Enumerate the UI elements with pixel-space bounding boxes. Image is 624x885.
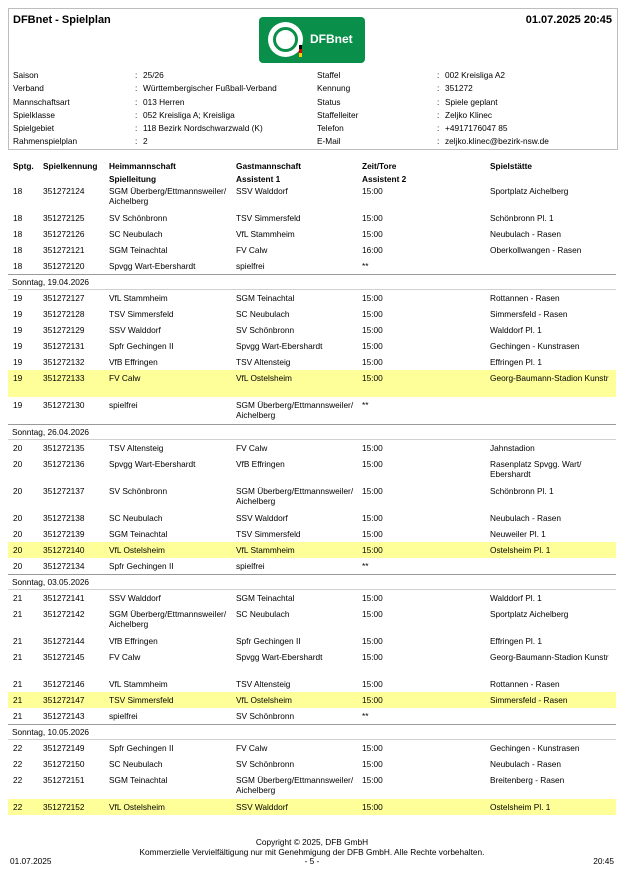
date-separator [8, 724, 616, 740]
meta-label: Saison [13, 70, 39, 80]
meta-label: Staffelleiter [317, 109, 359, 120]
date-separator [8, 274, 616, 290]
kennung-cell: 351272132 [43, 357, 85, 367]
venue-cell: Ostelsheim Pl. 1 [490, 802, 551, 812]
table-row [8, 440, 616, 456]
table-row [8, 799, 616, 815]
away-team-cell: SC Neubulach [236, 309, 290, 319]
kennung-cell: 351272138 [43, 513, 85, 523]
col-assistent2: Assistent 2 [362, 174, 407, 184]
home-team-cell: SGM Überberg/Ettmannsweiler/ Aichelberg [109, 609, 227, 629]
table-row [8, 456, 616, 483]
sptg-cell: 20 [13, 443, 23, 453]
home-team-cell: SGM Teinachtal [109, 529, 168, 539]
time-cell: ** [362, 261, 369, 271]
table-row [8, 210, 616, 226]
sptg-cell: 20 [13, 529, 23, 539]
time-cell: ** [362, 400, 369, 410]
meta-value: 2 [143, 136, 148, 147]
home-team-cell: TSV Altensteig [109, 443, 164, 453]
sptg-cell: 21 [13, 711, 23, 721]
col-kennung: Spielkennung [43, 161, 98, 171]
sptg-cell: 18 [13, 186, 23, 196]
meta-label: Spielgebiet [13, 123, 55, 134]
sptg-cell: 18 [13, 229, 23, 239]
away-team-cell: SV Schönbronn [236, 759, 295, 769]
meta-colon: : [135, 70, 138, 80]
meta-colon: : [437, 96, 440, 107]
away-team-cell: Spvgg Wart-Ebershardt [236, 341, 323, 351]
kennung-cell: 351272125 [43, 213, 85, 223]
venue-cell: Oberkollwangen - Rasen [490, 245, 582, 255]
meta-label: Staffel [317, 70, 341, 80]
meta-row [13, 136, 613, 149]
away-team-cell: SSV Walddorf [236, 513, 288, 523]
away-team-cell: SV Schönbronn [236, 325, 295, 335]
date-separator [8, 424, 616, 440]
meta-value: Spiele geplant [445, 96, 498, 107]
meta-label: Kennung [317, 83, 351, 94]
home-team-cell: VfL Stammheim [109, 679, 168, 689]
home-team-cell: VfB Effringen [109, 357, 158, 367]
home-team-cell: SGM Teinachtal [109, 775, 168, 785]
table-row [8, 338, 616, 354]
home-team-cell: SGM Überberg/Ettmannsweiler/ Aichelberg [109, 186, 227, 206]
sptg-cell: 18 [13, 213, 23, 223]
sptg-cell: 20 [13, 545, 23, 555]
home-team-cell: Spfr Gechingen II [109, 561, 174, 571]
sptg-cell: 19 [13, 293, 23, 303]
home-team-cell: SC Neubulach [109, 229, 163, 239]
away-team-cell: SSV Walddorf [236, 802, 288, 812]
footer-page: - 5 - [304, 856, 320, 866]
away-team-cell: SGM Überberg/Ettmannsweiler/ Aichelberg [236, 400, 354, 420]
time-cell: 15:00 [362, 357, 383, 367]
away-team-cell: TSV Altensteig [236, 679, 291, 689]
home-team-cell: SC Neubulach [109, 513, 163, 523]
meta-value: zeljko.klinec@bezirk-nsw.de [445, 136, 549, 147]
meta-value: 118 Bezirk Nordschwarzwald (K) [143, 123, 263, 134]
sptg-cell: 20 [13, 561, 23, 571]
venue-cell: Ostelsheim Pl. 1 [490, 545, 551, 555]
time-cell: 15:00 [362, 373, 383, 383]
home-team-cell: Spfr Gechingen II [109, 743, 174, 753]
kennung-cell: 351272142 [43, 609, 85, 619]
home-team-cell: SGM Teinachtal [109, 245, 168, 255]
kennung-cell: 351272134 [43, 561, 85, 571]
kennung-cell: 351272128 [43, 309, 85, 319]
venue-cell: Georg-Baumann-Stadion Kunstr [490, 652, 609, 662]
away-team-cell: SGM Überberg/Ettmannsweiler/ Aichelberg [236, 486, 354, 506]
time-cell: 15:00 [362, 679, 383, 689]
kennung-cell: 351272130 [43, 400, 85, 410]
time-cell: 15:00 [362, 486, 383, 496]
kennung-cell: 351272127 [43, 293, 85, 303]
kennung-cell: 351272151 [43, 775, 85, 785]
footer-copyright: Copyright © 2025, DFB GmbH [255, 837, 369, 847]
footer-time: 20:45 [593, 856, 614, 866]
venue-cell: Rasenplatz Spvgg. Wart/ Ebershardt [490, 459, 582, 479]
table-row [8, 526, 616, 542]
home-team-cell: SSV Walddorf [109, 325, 161, 335]
sptg-cell: 22 [13, 775, 23, 785]
dfb-emblem-icon [268, 22, 303, 57]
away-team-cell: SGM Teinachtal [236, 293, 295, 303]
logo-text: DFBnet [310, 32, 353, 46]
sptg-cell: 20 [13, 513, 23, 523]
venue-cell: Gechingen - Kunstrasen [490, 341, 580, 351]
time-cell: 15:00 [362, 802, 383, 812]
sptg-cell: 19 [13, 373, 23, 383]
time-cell: 15:00 [362, 636, 383, 646]
venue-cell: Simmersfeld - Rasen [490, 695, 568, 705]
away-team-cell: VfL Ostelsheim [236, 373, 292, 383]
table-row [8, 692, 616, 708]
table-row [8, 258, 616, 274]
venue-cell: Simmersfeld - Rasen [490, 309, 568, 319]
away-team-cell: SGM Überberg/Ettmannsweiler/ Aichelberg [236, 775, 354, 795]
meta-value: +4917176047 85 [445, 123, 508, 134]
time-cell: 15:00 [362, 186, 383, 196]
meta-row [13, 110, 613, 123]
venue-cell: Neubulach - Rasen [490, 229, 562, 239]
time-cell: 16:00 [362, 245, 383, 255]
match-table [8, 183, 616, 815]
venue-cell: Sportplatz Aichelberg [490, 186, 569, 196]
meta-colon: : [135, 123, 138, 134]
kennung-cell: 351272120 [43, 261, 85, 271]
kennung-cell: 351272136 [43, 459, 85, 469]
meta-row [13, 70, 613, 83]
dfbnet-logo [259, 17, 365, 63]
table-row [8, 740, 616, 756]
sptg-cell: 19 [13, 309, 23, 319]
time-cell: 15:00 [362, 695, 383, 705]
home-team-cell: VfL Ostelsheim [109, 802, 165, 812]
away-team-cell: Spfr Gechingen II [236, 636, 301, 646]
time-cell: 15:00 [362, 513, 383, 523]
home-team-cell: TSV Simmersfeld [109, 695, 174, 705]
sptg-cell: 21 [13, 609, 23, 619]
kennung-cell: 351272124 [43, 186, 85, 196]
table-row [8, 322, 616, 338]
time-cell: 15:00 [362, 459, 383, 469]
table-row [8, 772, 616, 799]
table-row [8, 633, 616, 649]
table-row [8, 242, 616, 258]
meta-colon: : [135, 136, 138, 147]
home-team-cell: FV Calw [109, 373, 141, 383]
time-cell: 15:00 [362, 609, 383, 619]
meta-colon: : [437, 70, 440, 80]
away-team-cell: FV Calw [236, 443, 268, 453]
time-cell: 15:00 [362, 443, 383, 453]
meta-label: Status [317, 96, 341, 107]
away-team-cell: SGM Teinachtal [236, 593, 295, 603]
meta-colon: : [135, 83, 138, 94]
sptg-cell: 21 [13, 652, 23, 662]
time-cell: 15:00 [362, 652, 383, 662]
table-row [8, 606, 616, 633]
venue-cell: Jahnstadion [490, 443, 535, 453]
kennung-cell: 351272140 [43, 545, 85, 555]
meta-row [13, 123, 613, 136]
venue-cell: Georg-Baumann-Stadion Kunstr [490, 373, 609, 383]
venue-cell: Sportplatz Aichelberg [490, 609, 569, 619]
home-team-cell: VfB Effringen [109, 636, 158, 646]
home-team-cell: SSV Walddorf [109, 593, 161, 603]
venue-cell: Schönbronn Pl. 1 [490, 213, 554, 223]
home-team-cell: SC Neubulach [109, 759, 163, 769]
away-team-cell: spielfrei [236, 561, 265, 571]
meta-value: 052 Kreisliga A; Kreisliga [143, 109, 235, 120]
kennung-cell: 351272143 [43, 711, 85, 721]
table-row [8, 183, 616, 210]
time-cell: 15:00 [362, 545, 383, 555]
sptg-cell: 21 [13, 636, 23, 646]
away-team-cell: VfL Stammheim [236, 545, 295, 555]
venue-cell: Rottannen - Rasen [490, 679, 560, 689]
time-cell: ** [362, 711, 369, 721]
table-row [8, 370, 616, 397]
sptg-cell: 22 [13, 743, 23, 753]
time-cell: 15:00 [362, 529, 383, 539]
away-team-cell: VfL Ostelsheim [236, 695, 292, 705]
away-team-cell: VfB Effringen [236, 459, 285, 469]
sptg-cell: 21 [13, 679, 23, 689]
table-row [8, 558, 616, 574]
kennung-cell: 351272126 [43, 229, 85, 239]
sptg-cell: 20 [13, 486, 23, 496]
date-label: Sonntag, 10.05.2026 [12, 727, 90, 737]
sptg-cell: 18 [13, 261, 23, 271]
meta-label: Verband [13, 83, 44, 94]
venue-cell: Walddorf Pl. 1 [490, 593, 542, 603]
sptg-cell: 19 [13, 325, 23, 335]
col-sptg: Sptg. [13, 161, 34, 171]
footer-notice: Kommerzielle Vervielfältigung nur mit Genehmigung der DFB GmbH. Alle Rechte vorbehalten. [139, 847, 485, 857]
venue-cell: Neubulach - Rasen [490, 513, 562, 523]
kennung-cell: 351272145 [43, 652, 85, 662]
col-gast: Gastmannschaft [236, 161, 302, 171]
kennung-cell: 351272129 [43, 325, 85, 335]
sptg-cell: 19 [13, 400, 23, 410]
meta-colon: : [437, 123, 440, 134]
kennung-cell: 351272141 [43, 593, 85, 603]
away-team-cell: FV Calw [236, 245, 268, 255]
kennung-cell: 351272149 [43, 743, 85, 753]
meta-label: Mannschaftsart [13, 96, 70, 107]
time-cell: 15:00 [362, 229, 383, 239]
sptg-cell: 18 [13, 245, 23, 255]
time-cell: 15:00 [362, 309, 383, 319]
away-team-cell: SC Neubulach [236, 609, 290, 619]
venue-cell: Walddorf Pl. 1 [490, 325, 542, 335]
meta-colon: : [135, 109, 138, 120]
flag-icon [299, 45, 302, 57]
away-team-cell: Spvgg Wart-Ebershardt [236, 652, 323, 662]
meta-row [13, 97, 613, 110]
table-row [8, 756, 616, 772]
meta-colon: : [437, 83, 440, 94]
table-row [8, 676, 616, 692]
kennung-cell: 351272131 [43, 341, 85, 351]
kennung-cell: 351272135 [43, 443, 85, 453]
venue-cell: Effringen Pl. 1 [490, 636, 542, 646]
meta-label: Spielklasse [13, 109, 55, 120]
time-cell: 15:00 [362, 775, 383, 785]
col-zeit: Zeit/Tore [362, 161, 397, 171]
meta-value: Zeljko Klinec [445, 109, 493, 120]
date-label: Sonntag, 26.04.2026 [12, 427, 90, 437]
meta-colon: : [135, 96, 138, 107]
table-row [8, 510, 616, 526]
time-cell: 15:00 [362, 213, 383, 223]
away-team-cell: VfL Stammheim [236, 229, 295, 239]
meta-value: 013 Herren [143, 96, 185, 107]
away-team-cell: FV Calw [236, 743, 268, 753]
kennung-cell: 351272147 [43, 695, 85, 705]
table-row [8, 649, 616, 676]
home-team-cell: TSV Simmersfeld [109, 309, 174, 319]
home-team-cell: Spvgg Wart-Ebershardt [109, 459, 196, 469]
venue-cell: Effringen Pl. 1 [490, 357, 542, 367]
home-team-cell: SV Schönbronn [109, 213, 168, 223]
table-row [8, 226, 616, 242]
home-team-cell: Spvgg Wart-Ebershardt [109, 261, 196, 271]
sptg-cell: 21 [13, 695, 23, 705]
meta-value: Württembergischer Fußball-Verband [143, 83, 277, 94]
away-team-cell: TSV Simmersfeld [236, 529, 301, 539]
home-team-cell: VfL Ostelsheim [109, 545, 165, 555]
venue-cell: Neuweiler Pl. 1 [490, 529, 546, 539]
time-cell: 15:00 [362, 743, 383, 753]
home-team-cell: Spfr Gechingen II [109, 341, 174, 351]
col-spielleitung: Spielleitung [109, 174, 157, 184]
home-team-cell: FV Calw [109, 652, 141, 662]
meta-colon: : [437, 136, 440, 147]
meta-colon: : [437, 109, 440, 120]
date-label: Sonntag, 03.05.2026 [12, 577, 90, 587]
meta-info [13, 70, 613, 150]
away-team-cell: SSV Walddorf [236, 186, 288, 196]
kennung-cell: 351272121 [43, 245, 85, 255]
away-team-cell: TSV Altensteig [236, 357, 291, 367]
sptg-cell: 20 [13, 459, 23, 469]
kennung-cell: 351272152 [43, 802, 85, 812]
meta-label: E-Mail [317, 136, 341, 147]
kennung-cell: 351272139 [43, 529, 85, 539]
home-team-cell: SV Schönbronn [109, 486, 168, 496]
table-row [8, 290, 616, 306]
kennung-cell: 351272144 [43, 636, 85, 646]
venue-cell: Gechingen - Kunstrasen [490, 743, 580, 753]
kennung-cell: 351272137 [43, 486, 85, 496]
kennung-cell: 351272133 [43, 373, 85, 383]
meta-value: 002 Kreisliga A2 [445, 70, 505, 80]
table-row [8, 397, 616, 424]
date-separator [8, 574, 616, 590]
col-assistent1: Assistent 1 [236, 174, 281, 184]
home-team-cell: VfL Stammheim [109, 293, 168, 303]
table-row [8, 483, 616, 510]
table-row [8, 306, 616, 322]
time-cell: 15:00 [362, 325, 383, 335]
venue-cell: Rottannen - Rasen [490, 293, 560, 303]
meta-row [13, 83, 613, 96]
sptg-cell: 22 [13, 759, 23, 769]
time-cell: 15:00 [362, 593, 383, 603]
table-row [8, 354, 616, 370]
sptg-cell: 21 [13, 593, 23, 603]
meta-value: 25/26 [143, 70, 164, 80]
sptg-cell: 19 [13, 341, 23, 351]
meta-label: Telefon [317, 123, 344, 134]
page-title: DFBnet - Spielplan [13, 14, 111, 26]
time-cell: 15:00 [362, 293, 383, 303]
venue-cell: Neubulach - Rasen [490, 759, 562, 769]
away-team-cell: spielfrei [236, 261, 265, 271]
home-team-cell: spielfrei [109, 711, 138, 721]
col-heim: Heimmannschaft [109, 161, 176, 171]
meta-value: 351272 [445, 83, 473, 94]
kennung-cell: 351272150 [43, 759, 85, 769]
meta-label: Rahmenspielplan [13, 136, 78, 147]
footer-date: 01.07.2025 [10, 856, 52, 866]
away-team-cell: SV Schönbronn [236, 711, 295, 721]
col-spielstaette: Spielstätte [490, 161, 532, 171]
away-team-cell: TSV Simmersfeld [236, 213, 301, 223]
table-row [8, 708, 616, 724]
time-cell: ** [362, 561, 369, 571]
time-cell: 15:00 [362, 341, 383, 351]
home-team-cell: spielfrei [109, 400, 138, 410]
sptg-cell: 19 [13, 357, 23, 367]
table-row [8, 542, 616, 558]
kennung-cell: 351272146 [43, 679, 85, 689]
header-datetime: 01.07.2025 20:45 [525, 14, 612, 26]
date-label: Sonntag, 19.04.2026 [12, 277, 90, 287]
table-row [8, 590, 616, 606]
time-cell: 15:00 [362, 759, 383, 769]
venue-cell: Breitenberg - Rasen [490, 775, 565, 785]
venue-cell: Schönbronn Pl. 1 [490, 486, 554, 496]
sptg-cell: 22 [13, 802, 23, 812]
